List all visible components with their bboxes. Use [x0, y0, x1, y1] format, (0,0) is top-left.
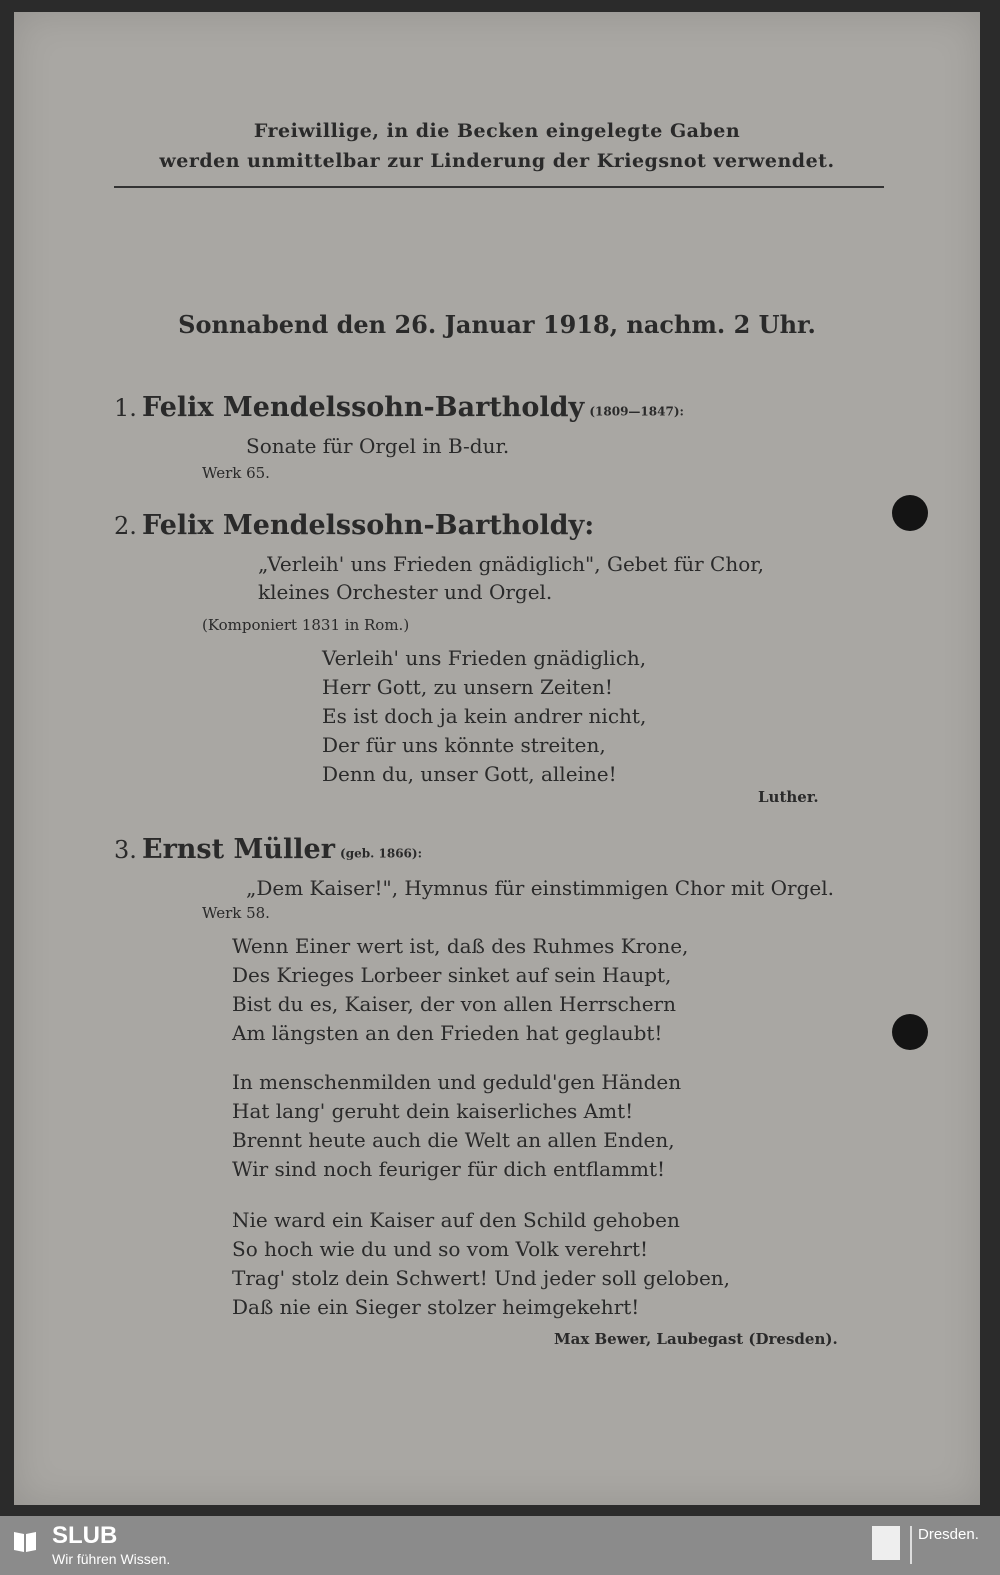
verse-line: Nie ward ein Kaiser auf den Schild gehoben — [232, 1208, 680, 1232]
item-2-heading — [114, 510, 594, 541]
verse-line: Denn du, unser Gott, alleine! — [322, 762, 617, 786]
item-2-work-line-2: kleines Orchester und Orgel. — [258, 580, 553, 604]
footer-title: SLUB — [52, 1522, 118, 1549]
book-icon — [12, 1528, 38, 1554]
dresden-logo-text: Dresden. — [918, 1526, 979, 1543]
divider-rule — [114, 186, 884, 188]
verse-line: Es ist doch ja kein andrer nicht, — [322, 704, 647, 728]
verse-line: Herr Gott, zu unsern Zeiten! — [322, 675, 613, 699]
punch-hole — [892, 1014, 928, 1050]
item-3-number: 3. — [114, 836, 137, 864]
item-3-author: Max Bewer, Laubegast (Dresden). — [554, 1330, 838, 1348]
footer-bar — [0, 1516, 1000, 1575]
item-3-opus: Werk 58. — [202, 904, 270, 922]
program-sheet — [14, 12, 980, 1505]
verse-line: Des Krieges Lorbeer sinket auf sein Haupt, — [232, 963, 672, 987]
item-3-heading — [114, 834, 422, 865]
footer-separator — [910, 1526, 912, 1564]
verse-line: Wenn Einer wert ist, daß des Ruhmes Krone, — [232, 934, 689, 958]
punch-hole — [892, 495, 928, 531]
item-1-lifespan: (1809—1847): — [589, 404, 684, 419]
verse-line: Am längsten an den Frieden hat geglaubt! — [232, 1021, 663, 1045]
verse-line: So hoch wie du und so vom Volk verehrt! — [232, 1237, 649, 1261]
item-1-number: 1. — [114, 394, 137, 422]
item-1-work: Sonate für Orgel in B-dur. — [246, 434, 510, 458]
item-2-composer: Felix Mendelssohn-Bartholdy: — [142, 510, 595, 541]
item-1-composer: Felix Mendelssohn-Bartholdy — [142, 392, 585, 423]
item-3-work: „Dem Kaiser!", Hymnus für einstimmigen Chor mit Orgel. — [246, 876, 834, 900]
item-3-lifespan: (geb. 1866): — [340, 846, 423, 861]
verse-line: In menschenmilden und geduld'gen Händen — [232, 1070, 682, 1094]
verse-line: Bist du es, Kaiser, der von allen Herrschern — [232, 992, 676, 1016]
dresden-crest-icon — [872, 1526, 900, 1560]
donation-notice-line-2: werden unmittelbar zur Linderung der Kriegsnot verwendet. — [159, 150, 835, 172]
donation-notice-line-1: Freiwillige, in die Becken eingelegte Gaben — [253, 120, 741, 142]
item-1-opus: Werk 65. — [202, 464, 270, 482]
verse-line: Brennt heute auch die Welt an allen Enden, — [232, 1128, 675, 1152]
item-2-number: 2. — [114, 512, 137, 540]
item-2-author: Luther. — [758, 788, 819, 806]
verse-line: Verleih' uns Frieden gnädiglich, — [322, 646, 647, 670]
verse-line: Trag' stolz dein Schwert! Und jeder soll geloben, — [232, 1266, 731, 1290]
verse-line: Daß nie ein Sieger stolzer heimgekehrt! — [232, 1295, 640, 1319]
item-1-heading — [114, 392, 684, 423]
verse-line: Hat lang' geruht dein kaiserliches Amt! — [232, 1099, 634, 1123]
concert-date: Sonnabend den 26. Januar 1918, nachm. 2 Uhr. — [178, 310, 816, 339]
item-2-work-line-1: „Verleih' uns Frieden gnädiglich", Gebet für Chor, — [258, 552, 764, 576]
verse-line: Wir sind noch feuriger für dich entflammt! — [232, 1157, 666, 1181]
verse-line: Der für uns könnte streiten, — [322, 733, 606, 757]
footer-subtitle: Wir führen Wissen. — [52, 1551, 171, 1567]
item-3-composer: Ernst Müller — [142, 834, 335, 865]
item-2-note: (Komponiert 1831 in Rom.) — [202, 616, 410, 634]
